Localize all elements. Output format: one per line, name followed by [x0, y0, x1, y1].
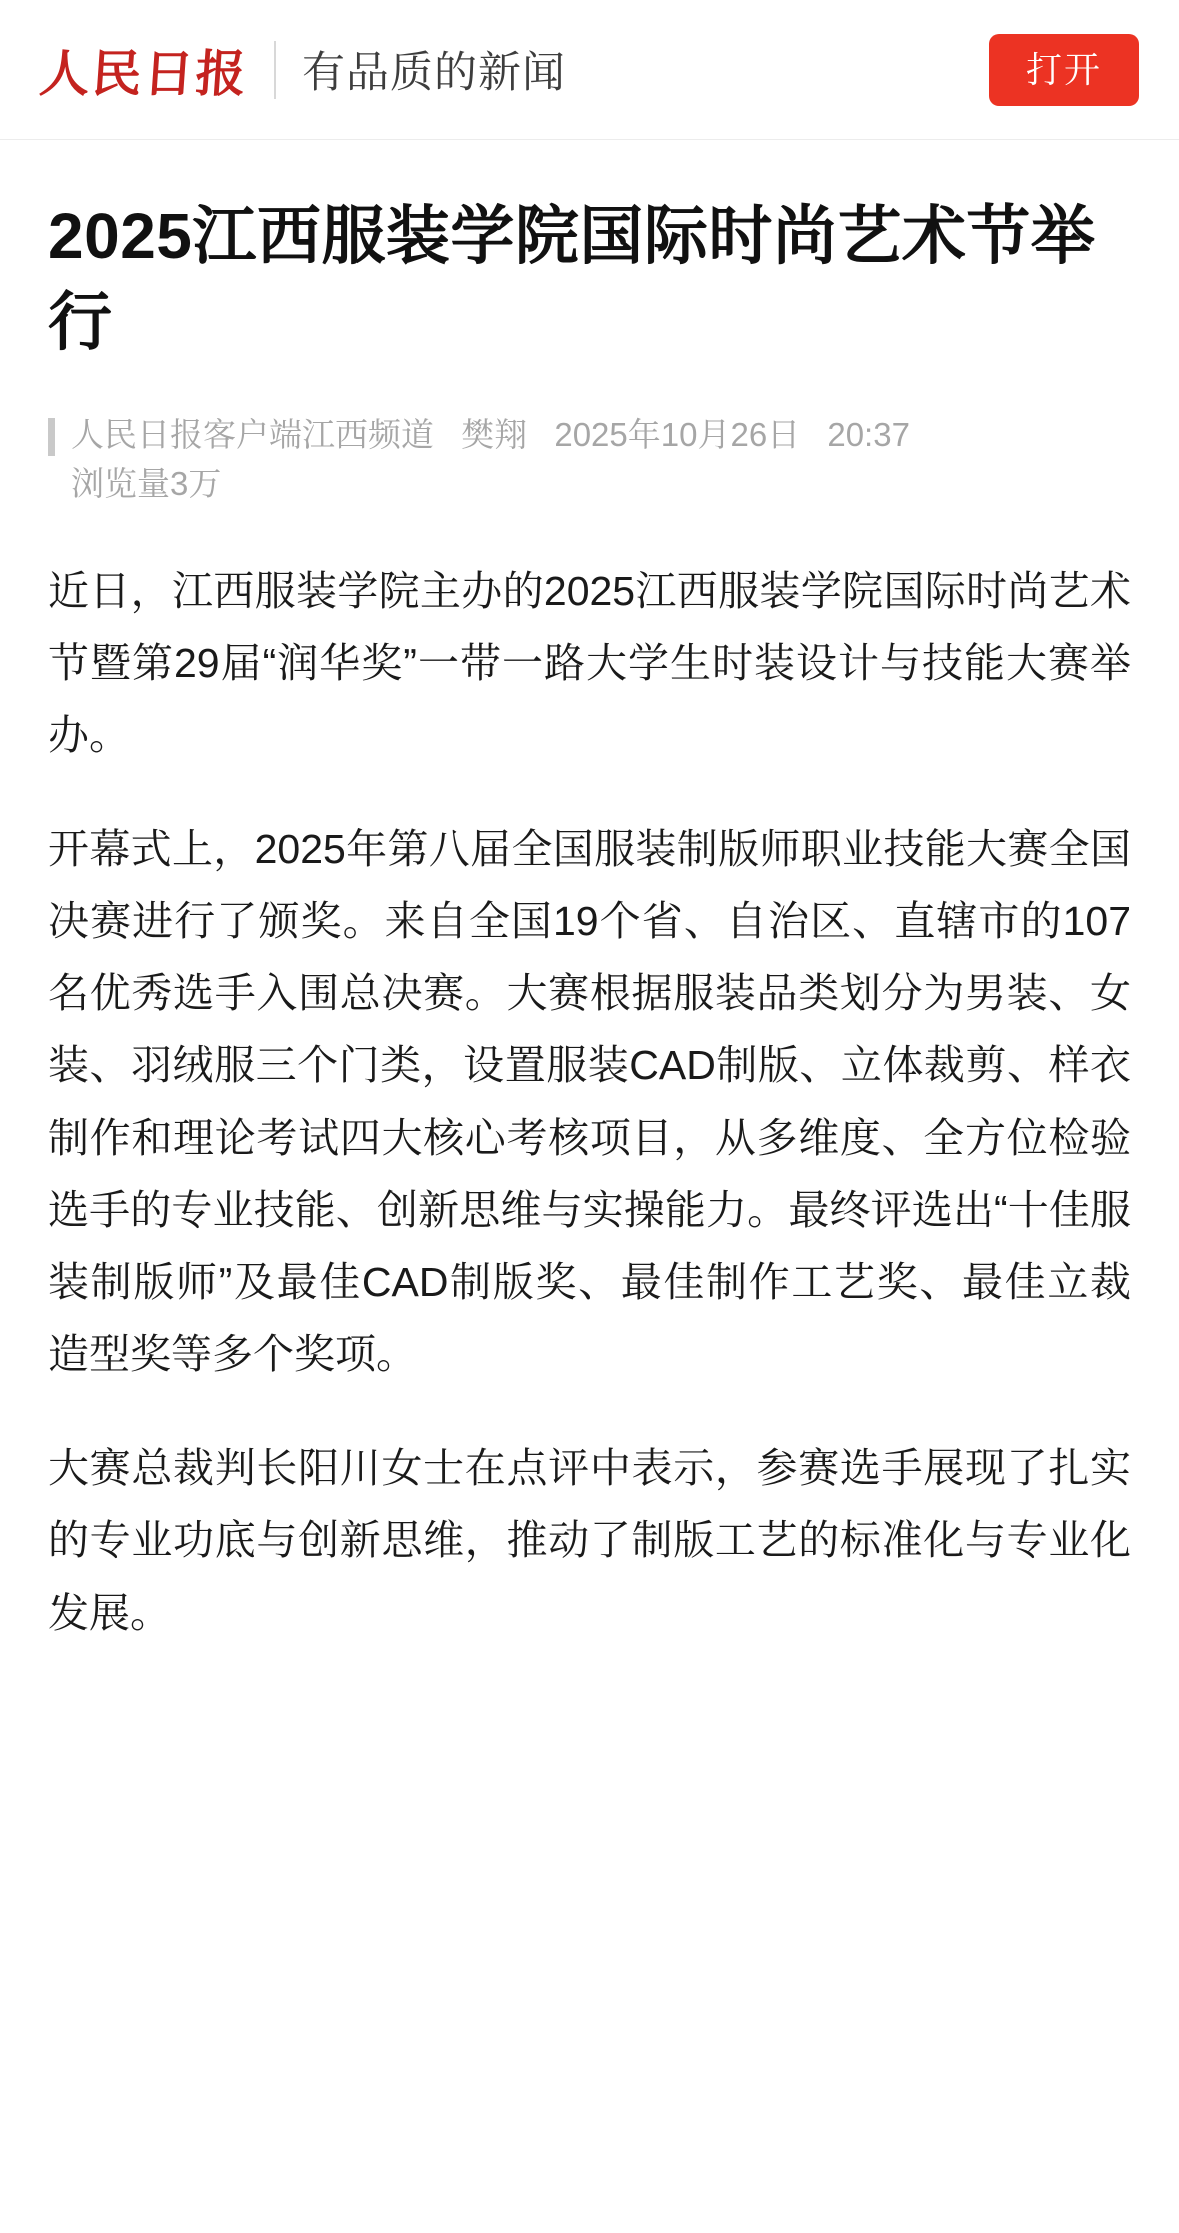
brand-block[interactable]: [37, 34, 989, 106]
meta-text-block: [71, 410, 1131, 509]
peoples-daily-logo: 人民日报: [37, 43, 250, 103]
article-title: 2025江西服装学院国际时尚艺术节举行: [48, 200, 1096, 358]
article-paragraph: 大赛总裁判长阳川女士在点评中表示，参赛选手展现了扎实的专业功底与创新思维，推动了制版工艺的标准化与专业化发展。: [48, 1445, 1131, 1636]
article-paragraph: 近日，江西服装学院主办的2025江西服装学院国际时尚艺术节暨第29届“润华奖”一带一路大学生时装设计与技能大赛举办。: [48, 567, 1131, 758]
brand-slogan: 有品质的新闻: [302, 48, 566, 98]
article-source: 人民日报客户端江西频道: [71, 415, 434, 453]
meta-accent-bar: [48, 418, 55, 456]
article-views: 浏览量3万: [71, 465, 222, 502]
brand-divider: [274, 41, 276, 99]
article-paragraph: 开幕式上，2025年第八届全国服装制版师职业技能大赛全国决赛进行了颁奖。来自全国19个省、自治区、直辖市的107名优秀选手入围总决赛。大赛根据服装品类划分为男装、女装、羽绒服三个门类，设置服装CAD制版、立体裁剪、样衣制作和理论考试四大核心考核项目，从多维度、全方位检验选手的专业技能、创新思维与实操能力。最终评选出“十佳服装制版师”及最佳CAD制版奖、最佳制作工艺奖、最佳立裁造型奖等多个奖项。: [48, 825, 1131, 1378]
article-container: [0, 140, 1179, 1689]
article-date: 2025年10月26日: [554, 415, 801, 453]
article-time: 20:37: [827, 415, 910, 453]
meta-line-primary: [71, 410, 1131, 460]
open-app-button[interactable]: 打开: [989, 34, 1139, 106]
article-meta: [48, 410, 1131, 509]
article-author: 樊翔: [461, 415, 528, 453]
app-header: [0, 0, 1179, 140]
